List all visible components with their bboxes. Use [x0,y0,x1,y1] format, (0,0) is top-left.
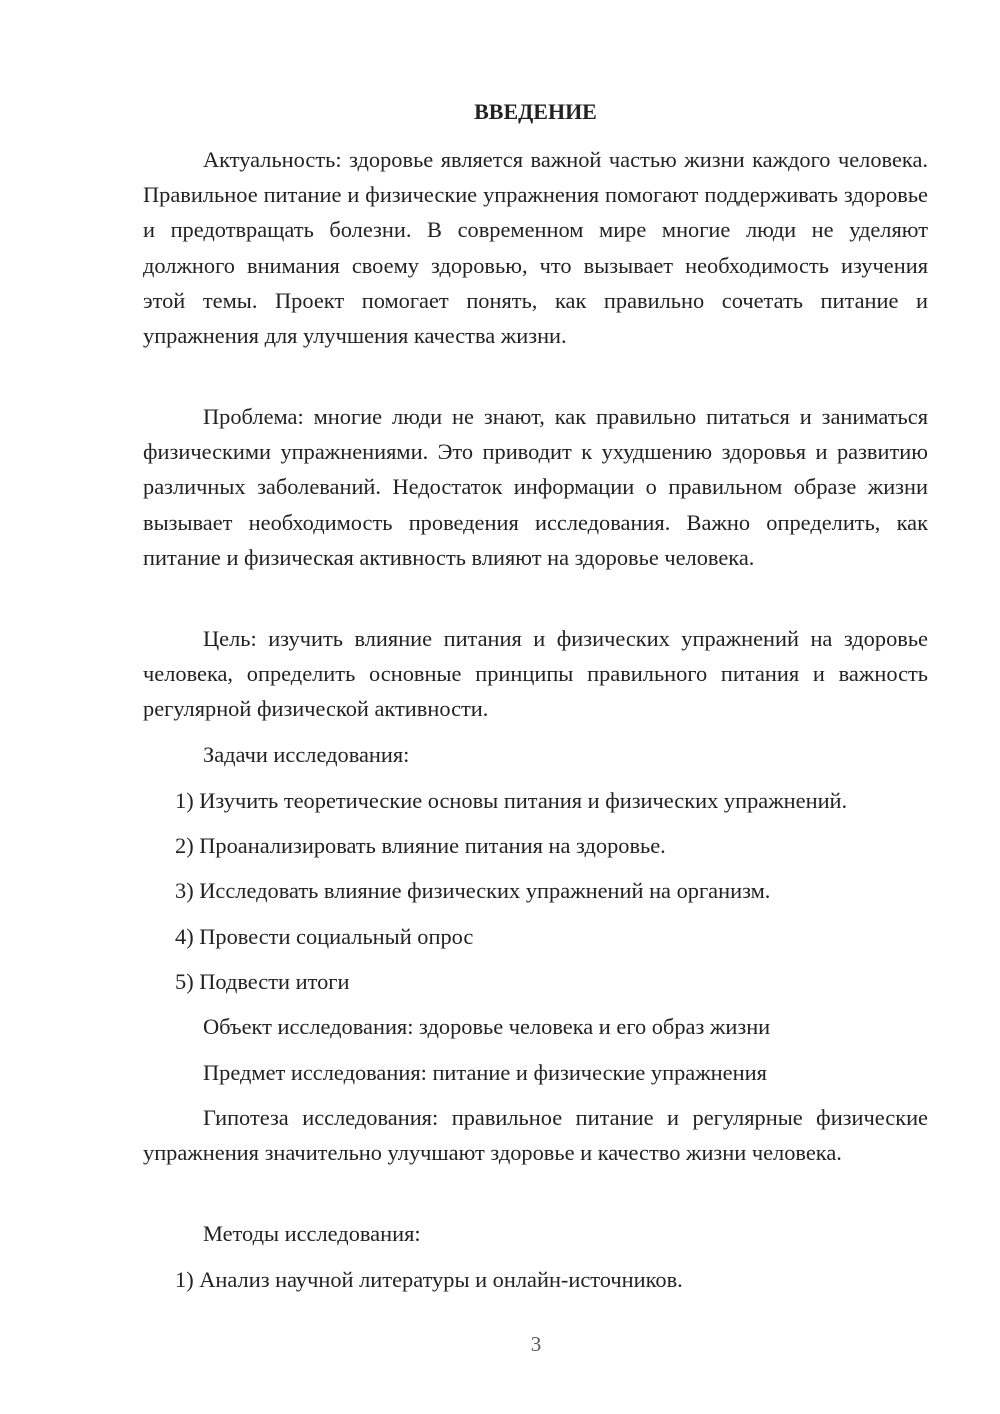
page-title: ВВЕДЕНИЕ [474,99,597,124]
method-item-1: 1) Анализ научной литературы и онлайн-источников. [175,1267,683,1292]
goal-paragraph: Цель: изучить влияние питания и физических упражнений на здоровье человека, определить основные принципы правильного питания и важность регулярной физической активности. [143,626,928,722]
research-subject: Предмет исследования: питание и физические упражнения [203,1060,767,1085]
relevance-paragraph: Актуальность: здоровье является важной частью жизни каждого человека. Правильное питание и физические упражнения помогают поддерживать здоровье и предотвращать болезни. В современном мире многие люди не уделяют должного внимания своему здоровью, что вызывает необходимость изучения этой темы. Проект помогает понять, как правильно сочетать питание и упражнения для улучшения качества жизни. [143,147,928,349]
research-object: Объект исследования: здоровье человека и его образ жизни [203,1014,771,1039]
task-item-3: 3) Исследовать влияние физических упражнений на организм. [175,878,771,903]
task-item-4: 4) Провести социальный опрос [175,924,474,949]
problem-paragraph: Проблема: многие люди не знают, как правильно питаться и заниматься физическими упражнениями. Это приводит к ухудшению здоровья и развитию различных заболеваний. Недостаток информации о правильном образе жизни вызывает необходимость проведения исследования. Важно определить, как питание и физическая активность влияют на здоровье человека. [143,404,928,570]
hypothesis-paragraph: Гипотеза исследования: правильное питание и регулярные физические упражнения значительно улучшают здоровье и качество жизни человека. [143,1105,928,1166]
task-item-5: 5) Подвести итоги [175,969,350,994]
tasks-heading: Задачи исследования: [203,742,410,767]
task-item-2: 2) Проанализировать влияние питания на здоровье. [175,833,666,858]
methods-heading: Методы исследования: [203,1221,421,1246]
page-number: 3 [530,1332,542,1356]
task-item-1: 1) Изучить теоретические основы питания и физических упражнений. [175,788,848,813]
